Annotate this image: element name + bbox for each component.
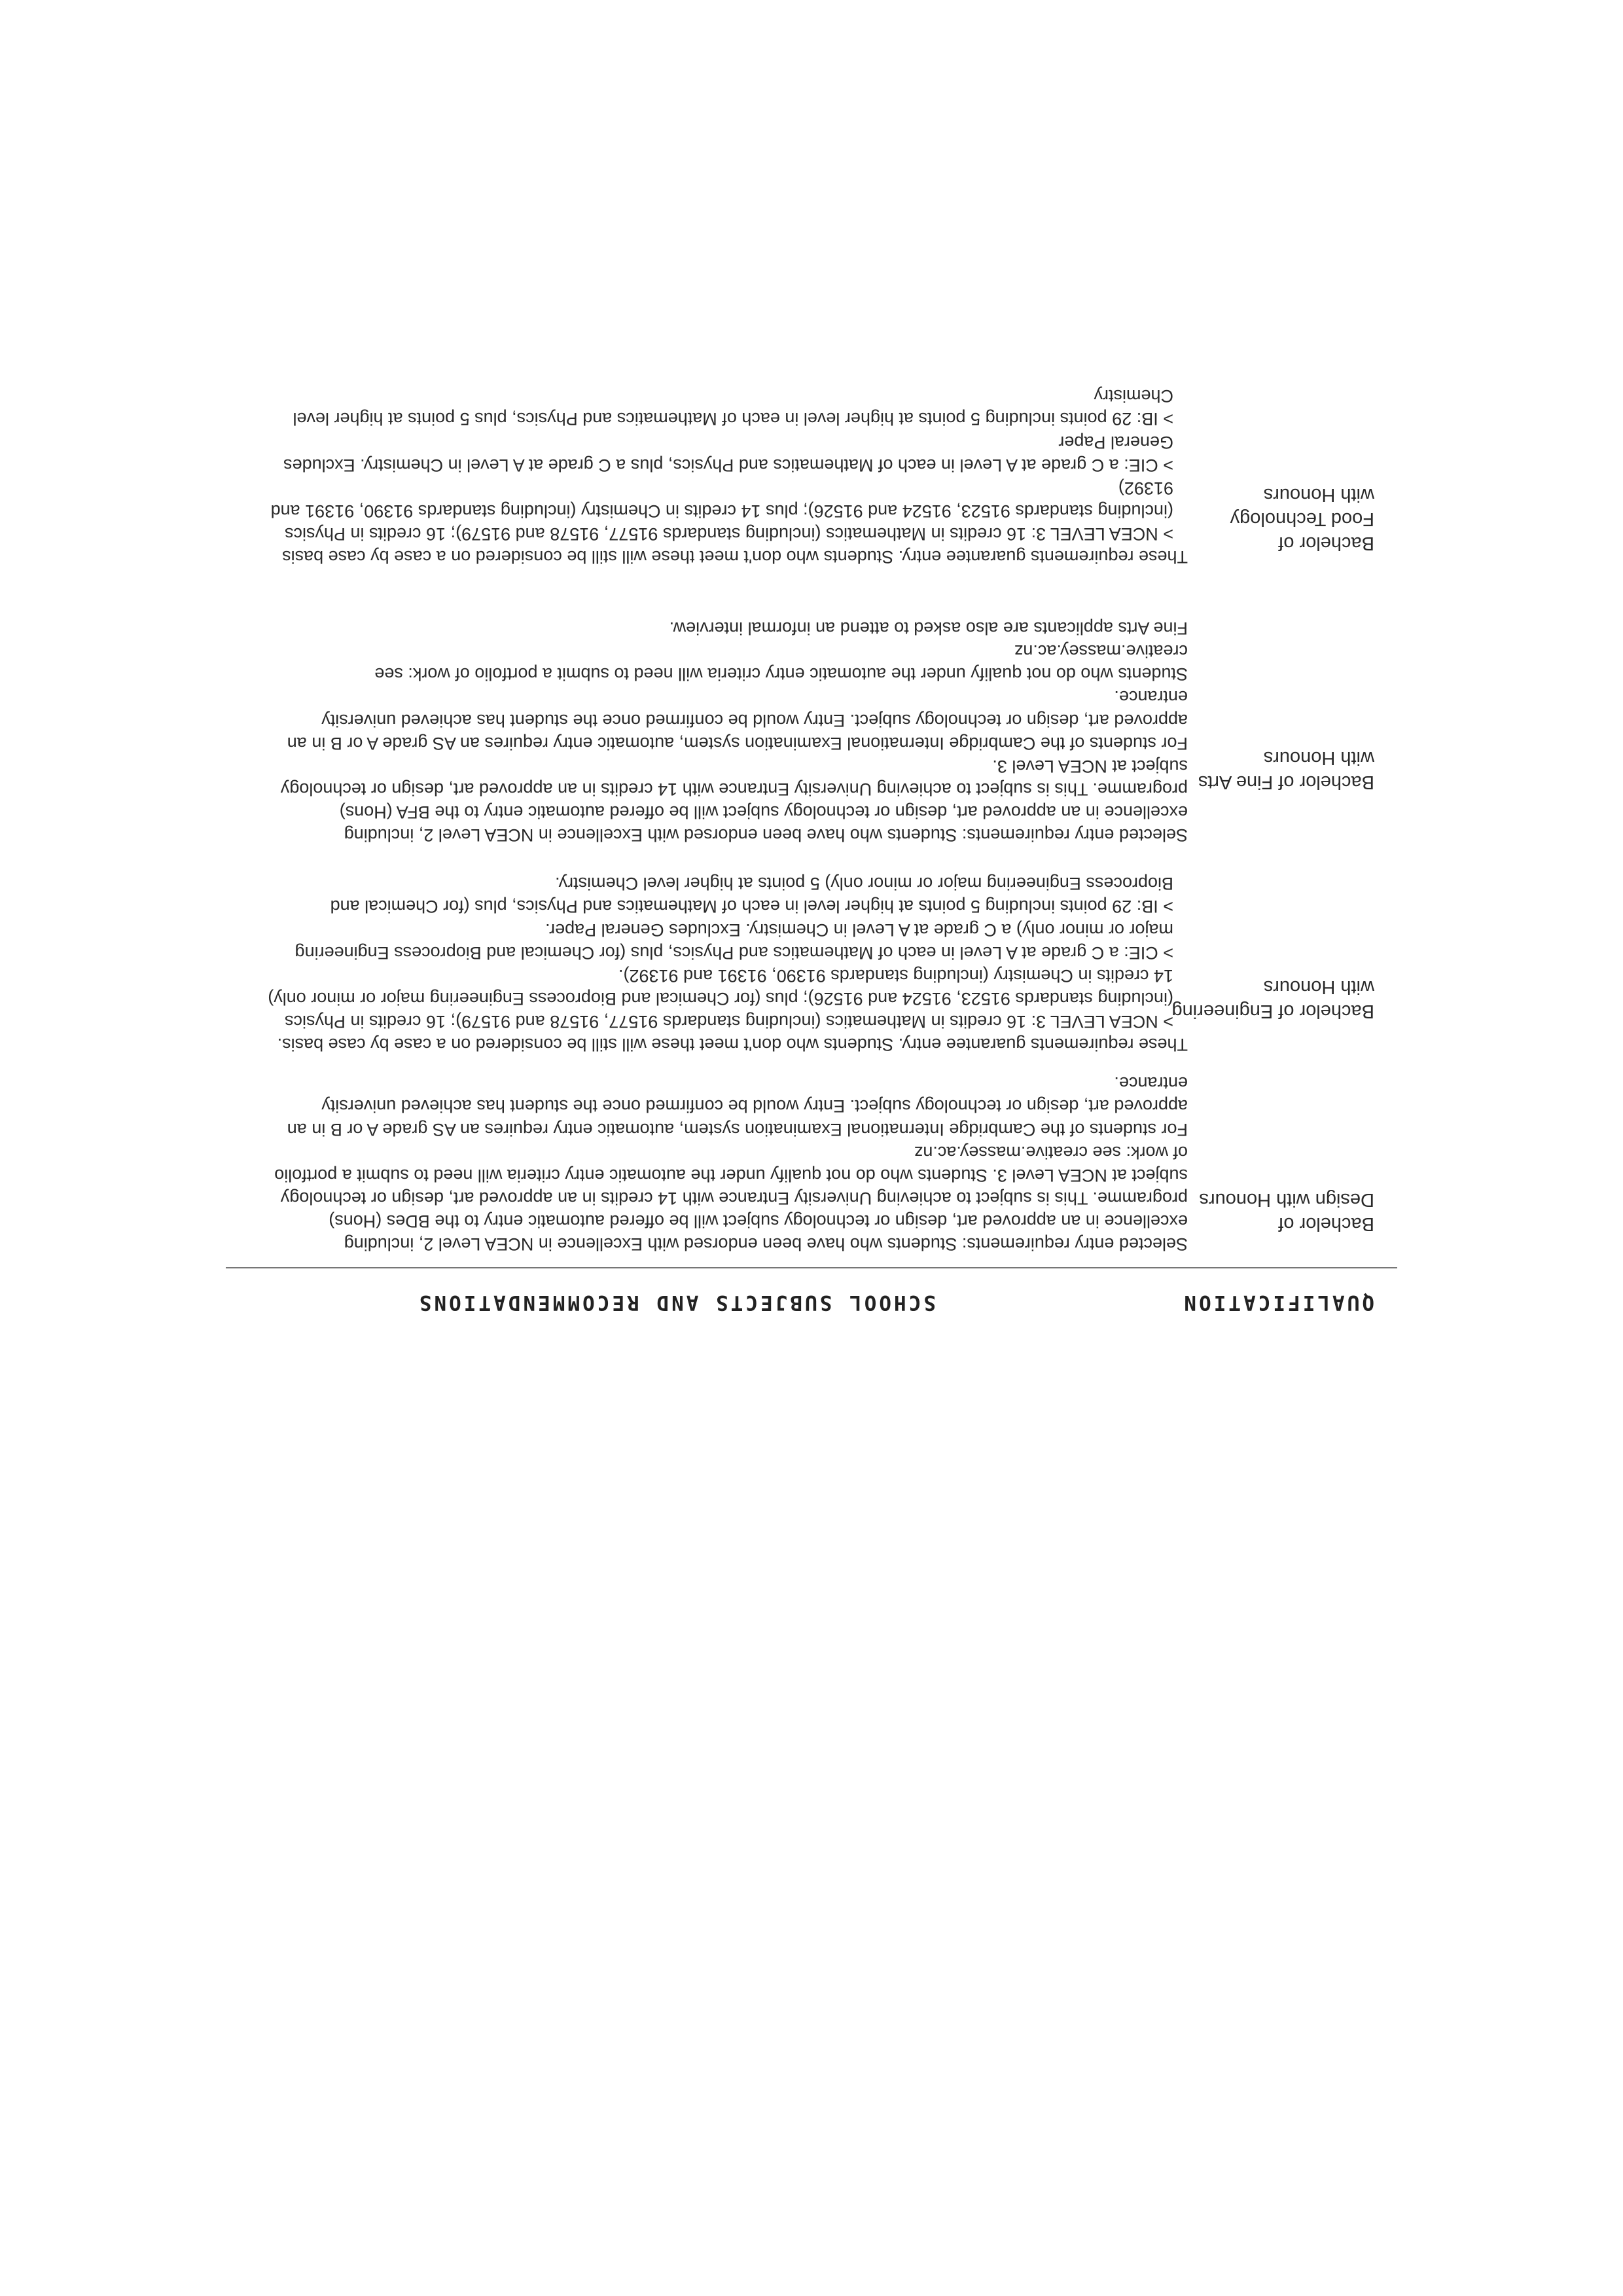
qualification-column-header: QUALIFICATION bbox=[1181, 1291, 1374, 1314]
row-qualification-food-technology: Bachelor of Food Technology with Honours bbox=[1230, 484, 1374, 554]
row-text-food-technology: These requirements guarantee entry. Students who don't meet these will still be considered on a case by case basis > NCEA LEVEL 3: 16 credits in Mathematics (including standards 91577, 91578 and 91579); 16 credits in Physics (including standards 91523, 91524 and 91526); plus 14 credits in Chemistry (including standards 91390, 91391 and 91392) > CIE: a C grade at A Level in each of Mathematics and Physics, plus a C grade at A Level in Chemistry. Excludes General Paper > IB: 29 points including 5 points at higher level in each of Mathematics and Physics, plus 5 points at higher level Chemistry bbox=[270, 386, 1188, 567]
row-text-engineering: These requirements guarantee entry. Students who don't meet these will still be considered on a case by case basis. > NCEA LEVEL 3: 16 credits in Mathematics (including standards 91577, 91578 and 91579); 16 credits in Physics (including standards 91523, 91524 and 91526); plus (for Chemical and Bioprocess Engineering major or minor only) 14 credits in Chemistry (including standards 91390, 91391 and 91392). > CIE: a C grade at A Level in each of Mathematics and Physics, plus (for Chemical and Bioprocess Engineering major or minor only) a C grade at A Level in Chemistry. Excludes General Paper. > IB: 29 points including 5 points at higher level in each of Mathematics and Physics, plus (for Chemical and Bioprocess Engineering major or minor only) 5 points at higher level Chemistry. bbox=[268, 874, 1188, 1054]
header-rule bbox=[226, 1267, 1397, 1268]
row-qualification-engineering: Bachelor of Engineering with Honours bbox=[1171, 977, 1374, 1022]
row-text-design: Selected entry requirements: Students who have been endorsed with Excellence in NCEA Level 2, including excellence in an approved art, design or technology subject will be offered automatic entry to the BDes (Hons) programme. This is subject to achieving University Entrance with 14 credits in an approved art, design or technology subject at NCEA Level 3. Students who do not qualify under the automatic entry criteria will need to submit a portfolio of work: see creative.massey.ac.nz For students of the Cambridge International Examination system, automatic entry requires an AS grade A or B in an approved art, design or technology subject. Entry would be confirmed once the student has achieved university entrance. bbox=[274, 1073, 1188, 1254]
subjects-column-header: SCHOOL SUBJECTS AND RECOMMENDATIONS bbox=[416, 1291, 936, 1314]
row-qualification-design: Bachelor of Design with Honours bbox=[1199, 1189, 1374, 1234]
row-qualification-fine-arts: Bachelor of Fine Arts with Honours bbox=[1198, 747, 1374, 793]
row-text-fine-arts: Selected entry requirements: Students who have been endorsed with Excellence in NCEA Level 2, including excellence in an approved art, design or technology subject will be offered automatic entry to the BFA (Hons) programme. This is subject to achieving University Entrance with 14 credits in an approved art, design or technology subject at NCEA Level 3. For students of the Cambridge International Examination system, automatic entry requires an AS grade A or B in an approved art, design or technology subject. Entry would be confirmed once the student has achieved university entrance. Students who do not qualify under the automatic entry criteria will need to submit a portfolio of work: see creative.massey.ac.nz Fine Arts applicants are also asked to attend an informal interview. bbox=[280, 619, 1188, 845]
